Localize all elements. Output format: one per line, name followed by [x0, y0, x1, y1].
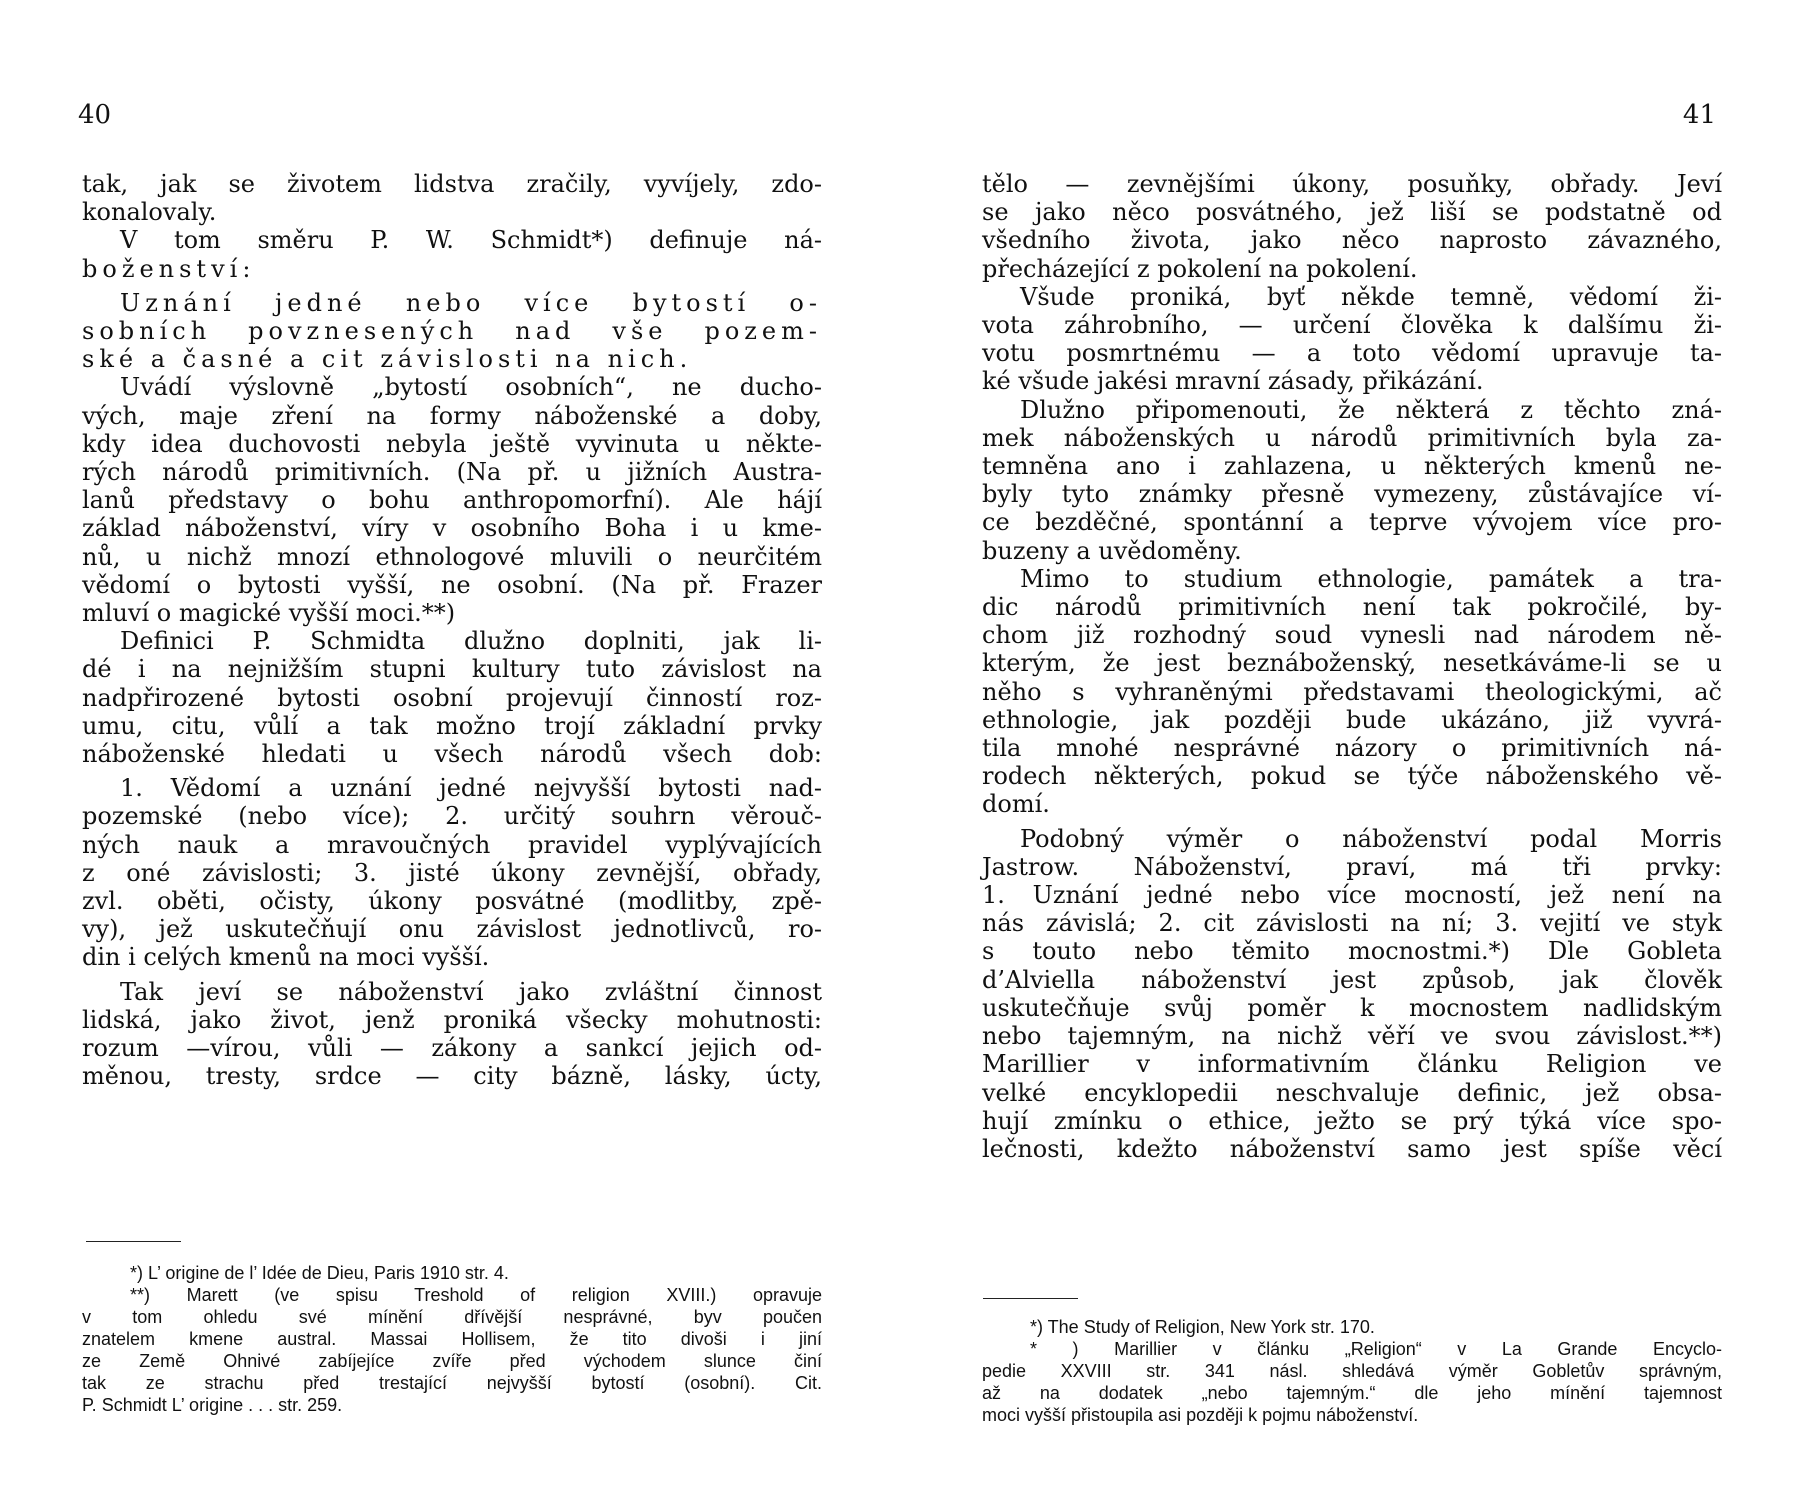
footnote-line: znatelem kmene austral. Massai Hollisem, že tito divoši i jiní: [82, 1329, 822, 1349]
text-line: lečnosti, kdežto náboženství samo jest spíše věcí: [982, 1134, 1722, 1163]
text-line: domí.: [982, 790, 1050, 819]
text-line: 1. Uznání jedné nebo více mocností, jež není na: [982, 881, 1722, 910]
footnote-rule: [86, 1241, 181, 1242]
footnote-line: P. Schmidt L’ origine . . . str. 259.: [82, 1395, 343, 1415]
text-line: základ náboženství, víry v osobního Boha i u kme-: [82, 514, 822, 543]
text-line: něho s vyhraněnými představami theologickými, ač: [982, 677, 1722, 706]
text-line: rých národů primitivních. (Na př. u jižních Austra-: [82, 458, 822, 487]
text-line: nás závislá; 2. cit závislosti na ní; 3. vejití ve styk: [982, 909, 1722, 938]
text-line: umu, citu, vůlí a tak možno trojí základní prvky: [82, 711, 822, 740]
definition-line: Uznání jedné nebo více bytostí o-: [120, 288, 822, 317]
text-line: V tom směru P. W. Schmidt*) definuje ná-: [120, 226, 822, 255]
footnotes: [82, 1262, 822, 1416]
text-line: velké encyklopedii neschvaluje definic, jež obsa-: [982, 1078, 1722, 1107]
text-line: vědomí o bytosti vyšší, ne osobní. (Na př. Frazer: [82, 570, 822, 599]
footnote-line: pedie XXVIII str. 341 násl. shledává výměr Gobletův správným,: [982, 1361, 1722, 1381]
text-line: Uvádí výslovně „bytostí osobních“, ne ducho-: [120, 373, 822, 402]
footnote-line: v tom ohledu své mínění dřívější nesprávné, byv poučen: [82, 1307, 822, 1327]
text-line: lidská, jako život, jenž proniká všecky mohutnosti:: [82, 1005, 822, 1034]
body-text: [982, 170, 1722, 1163]
footnote-line: tak ze strachu před trestající nejvyšší bytostí (osobní). Cit.: [82, 1373, 822, 1393]
page-number: 41: [1682, 100, 1716, 130]
text-line: rozum —vírou, vůli — zákony a sankcí jejich od-: [82, 1034, 822, 1063]
text-line: vých, maje zření na formy náboženské a doby,: [82, 401, 822, 430]
text-line: 1. Vědomí a uznání jedné nejvyšší bytosti nad-: [120, 774, 822, 803]
text-line: Všude proniká, byť někde temně, vědomí ži-: [1020, 282, 1722, 311]
text-line: Dlužno připomenouti, že některá z těchto zná-: [1020, 395, 1722, 424]
text-line: nů, u nichž mnozí ethnologové mluvili o neurčitém: [82, 542, 822, 571]
footnote-line: * ) Marillier v článku „Religion“ v La Grande Encyclo-: [1030, 1339, 1722, 1359]
text-line: s touto nebo těmito mocnostmi.*) Dle Gobleta: [982, 937, 1722, 966]
text-line: d’Alviella náboženství jest způsob, jak člověk: [982, 965, 1722, 994]
text-line: ké všude jakési mravní zásady, přikázání.: [982, 367, 1484, 396]
footnote-line: moci vyšší přistoupila asi později k pojmu náboženství.: [982, 1405, 1419, 1425]
text-line: ných nauk a mravoučných pravidel vyplývajících: [82, 830, 822, 859]
text-line: měnou, tresty, srdce — city bázně, lásky, úcty,: [82, 1062, 822, 1091]
text-line: uskutečňuje svůj poměr k mocnostem nadlidským: [982, 993, 1722, 1022]
text-line: kterým, že jest beznáboženský, nesetkáváme-li se u: [982, 649, 1722, 678]
text-line: Mimo to studium ethnologie, památek a tra-: [1020, 564, 1722, 593]
text-line: Definici P. Schmidta dlužno doplniti, jak li-: [120, 627, 822, 656]
text-line: Podobný výměr o náboženství podal Morris: [1020, 824, 1722, 853]
page-number: 40: [78, 100, 112, 130]
text-line: přecházející z pokolení na pokolení.: [982, 254, 1418, 283]
text-line: konalovaly.: [82, 198, 217, 227]
footnote-line: *) The Study of Religion, New York str. 170.: [1030, 1317, 1375, 1337]
text-line: ethnologie, jak později bude ukázáno, již vyvrá-: [982, 705, 1722, 734]
text-line: všedního života, jako něco naprosto závazného,: [982, 226, 1722, 255]
definition-line: ské a časné a cit závislosti na nich.: [82, 345, 693, 374]
footnote-line: *) L’ origine de l’ Idée de Dieu, Paris 1910 str. 4.: [130, 1263, 509, 1283]
text-line: lanů představy o bohu anthropomorfní). Ale hájí: [82, 486, 822, 515]
text-line: kdy idea duchovosti nebyla ještě vyvinuta u někte-: [82, 429, 822, 458]
definition-line: sobních povznesených nad vše pozem-: [82, 317, 822, 346]
text-line: se jako něco posvátného, jež liší se podstatně od: [982, 198, 1722, 227]
text-line: dic národů primitivních není tak pokročilé, by-: [982, 593, 1722, 622]
text-line: z oné závislosti; 3. jisté úkony zevnější, obřady,: [82, 858, 822, 887]
text-line: Marillier v informativním článku Religion ve: [982, 1050, 1722, 1079]
text-line: mek náboženských u národů primitivních byla za-: [982, 423, 1722, 452]
text-line: vota záhrobního, — určení člověka k dalšímu ži-: [982, 311, 1722, 340]
footnote-line: ze Země Ohnivé zabíjejíce zvíře před východem slunce činí: [82, 1351, 822, 1371]
text-line: byly tyto známky přesně vymezeny, zůstávajíce ví-: [982, 480, 1722, 509]
text-line: tak, jak se životem lidstva zračily, vyvíjely, zdo-: [82, 170, 822, 198]
text-line: temněna ano i zahlazena, u některých kmenů ne-: [982, 452, 1722, 481]
text-line: náboženské hledati u všech národů všech dob:: [82, 740, 822, 769]
footnote-rule: [983, 1298, 1078, 1299]
text-line: votu posmrtnému — a toto vědomí upravuje ta-: [982, 339, 1722, 368]
text-line: ce bezděčné, spontánní a teprve vývojem více pro-: [982, 508, 1722, 537]
footnote-line: **) Marett (ve spisu Treshold of religion XVIII.) opravuje: [130, 1285, 822, 1305]
footnotes: [982, 1316, 1722, 1426]
text-line: tila mnohé nesprávné názory o primitivních ná-: [982, 734, 1722, 763]
footnote-line: až na dodatek „nebo tajemným.“ dle jeho mínění tajemnost: [982, 1383, 1722, 1403]
text-line: mluví o magické vyšší moci.**): [82, 599, 456, 628]
text-line: tělo — zevnějšími úkony, posuňky, obřady. Jeví: [982, 170, 1722, 198]
text-line: Jastrow. Náboženství, praví, má tři prvky:: [982, 852, 1722, 881]
text-line: zvl. oběti, očisty, úkony posvátné (modlitby, zpě-: [82, 887, 822, 916]
text-line: hují zmínku o ethice, ježto se prý týká více spo-: [982, 1106, 1722, 1135]
right-page: [897, 0, 1794, 1500]
text-line: chom již rozhodný soud vynesli nad národem ně-: [982, 621, 1722, 650]
text-line: rodech některých, pokud se týče náboženského vě-: [982, 762, 1722, 791]
body-text: [82, 170, 822, 1091]
text-line: Tak jeví se náboženství jako zvláštní činnost: [120, 977, 822, 1006]
text-line: vy), jež uskutečňují onu závislost jednotlivců, ro-: [82, 915, 822, 944]
text-line: din i celých kmenů na moci vyšší.: [82, 943, 490, 972]
text-line: buzeny a uvědoměny.: [982, 536, 1242, 565]
text-line: dé i na nejnižším stupni kultury tuto závislost na: [82, 655, 822, 684]
text-line: nadpřirozené bytosti osobní projevují činností roz-: [82, 683, 822, 712]
text-line: pozemské (nebo více); 2. určitý souhrn věrouč-: [82, 802, 822, 831]
text-line: nebo tajemným, na nichž věří ve svou závislost.**): [982, 1022, 1722, 1051]
text-line: boženství:: [82, 254, 256, 283]
